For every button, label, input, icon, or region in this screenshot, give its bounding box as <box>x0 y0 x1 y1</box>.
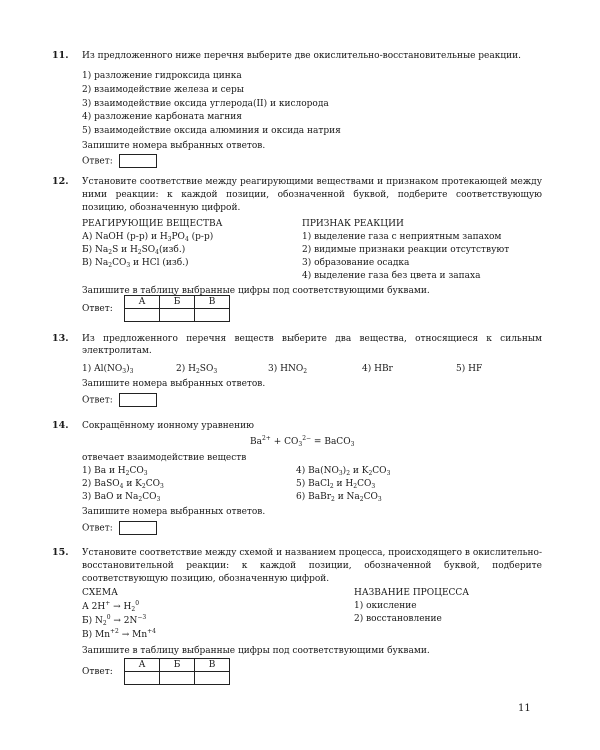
option-item: 3) образование осадка <box>302 258 410 268</box>
reactant-option-c: В) $Na_2CO_3$ и HCl (изб.) <box>82 258 189 269</box>
option-item: 5) BaCl$_2$ и $H_2CO_3$ <box>296 479 376 490</box>
option-item: 3) BaO и $Na_2CO_3$ <box>82 492 161 503</box>
option-item: 1) окисление <box>354 601 417 611</box>
question-number: 15. <box>52 547 69 558</box>
ionic-equation: $Ba^{2+} + CO_3^{2-}$ = BaCO$_3$ <box>250 435 355 448</box>
question-number: 12. <box>52 176 69 187</box>
question-text: Установите соответствие между схемой и названием процесса, происходящего в окислительно-восстановительной реакции: к каждой позиции, обозначенной буквой, подберите соответствующую позицию, обозначенную цифрой. <box>82 548 542 584</box>
page-number: 11 <box>518 703 531 714</box>
question-number: 14. <box>52 420 69 431</box>
instruction: Запишите в таблицу выбранные цифры под соответствующими буквами. <box>82 286 430 296</box>
answer-label: Ответ: <box>82 395 113 406</box>
option-item: 2) видимые признаки реакции отсутствуют <box>302 245 510 255</box>
option-item: 2) восстановление <box>354 614 442 624</box>
table-header-a: А <box>125 659 160 672</box>
option-item: 5) взаимодействие оксида алюминия и оксида натрия <box>82 126 341 136</box>
option-item: 4) разложение карбоната магния <box>82 112 242 122</box>
table-header-a: А <box>125 296 160 309</box>
instruction: Запишите номера выбранных ответов. <box>82 507 266 517</box>
table-header-c: В <box>195 296 230 309</box>
table-header-b: Б <box>160 659 195 672</box>
answer-table <box>124 658 230 685</box>
scheme-option-b: Б) $N_2^0 \to 2N^{-3}$ <box>82 614 147 627</box>
question-text: Сокращённому ионному уравнению <box>82 421 254 431</box>
option-item: 3) $HNO_2$ <box>268 364 308 375</box>
question-number: 13. <box>52 333 69 344</box>
option-item: 2) BaSO$_4$ и $K_2CO_3$ <box>82 479 164 490</box>
column-header: РЕАГИРУЮЩИЕ ВЕЩЕСТВА <box>82 219 223 229</box>
reactant-option-a: А) NaOH (р-р) и $H_3PO_4$ (р-р) <box>82 232 214 243</box>
option-item: 2) взаимодействие железа и серы <box>82 85 244 95</box>
answer-cell-a[interactable] <box>125 309 160 322</box>
answer-cell-c[interactable] <box>195 309 230 322</box>
instruction: Запишите номера выбранных ответов. <box>82 141 266 151</box>
answer-field[interactable] <box>119 154 157 168</box>
reactant-option-b: Б) $Na_2S$ и $H_2SO_4(изб.)$ <box>82 245 186 256</box>
table-header-c: В <box>195 659 230 672</box>
answer-label: Ответ: <box>82 304 113 314</box>
scheme-option-a: А $2H^+ \to H_2^0$ <box>82 600 140 613</box>
scheme-option-c: В) $Mn^{+2} \to Mn^{+4}$ <box>82 628 156 640</box>
option-item: 4) выделение газа без цвета и запаха <box>302 271 481 281</box>
instruction: Запишите номера выбранных ответов. <box>82 379 266 389</box>
column-header: НАЗВАНИЕ ПРОЦЕССА <box>354 588 470 598</box>
column-header: СХЕМА <box>82 588 118 598</box>
table-header-b: Б <box>160 296 195 309</box>
option-item: 6) BaBr$_2$ и $Na_2CO_3$ <box>296 492 382 503</box>
answer-field[interactable] <box>119 393 157 407</box>
instruction: Запишите в таблицу выбранные цифры под соответствующими буквами. <box>82 646 430 656</box>
column-header: ПРИЗНАК РЕАКЦИИ <box>302 219 404 229</box>
option-item: 1) разложение гидроксида цинка <box>82 71 242 81</box>
answer-table <box>124 295 230 322</box>
answer-cell-c[interactable] <box>195 672 230 685</box>
answer-label: Ответ: <box>82 523 113 534</box>
question-text: Из предложенного ниже перечня выберите две окислительно-восстановительные реакции. <box>82 51 522 61</box>
option-item: 1) Ba и $H_2CO_3$ <box>82 466 148 477</box>
answer-cell-b[interactable] <box>160 309 195 322</box>
answer-field[interactable] <box>119 521 157 535</box>
question-text: Установите соответствие между реагирующими веществами и признаком протекающей между ними реакции: к каждой позиции, обозначенной буквой, подберите соответствующую позицию, обозначенную цифрой. <box>82 177 542 213</box>
option-item: 2) $H_2SO_3$ <box>176 364 218 375</box>
answer-cell-a[interactable] <box>125 672 160 685</box>
option-item: 4) HBr <box>362 364 393 374</box>
option-item: 5) HF <box>456 364 483 374</box>
question-number: 11. <box>52 50 69 61</box>
answer-label: Ответ: <box>82 667 113 677</box>
option-item: 4) $Ba(NO_3)_2$ и $K_2CO_3$ <box>296 466 391 477</box>
option-item: 1) выделение газа с неприятным запахом <box>302 232 502 242</box>
answer-cell-b[interactable] <box>160 672 195 685</box>
sub-text: отвечает взаимодействие веществ <box>82 453 247 463</box>
option-item: 1) $Al(NO_3)_3$ <box>82 364 134 375</box>
option-item: 3) взаимодействие оксида углерода(II) и кислорода <box>82 99 329 109</box>
answer-label: Ответ: <box>82 156 113 167</box>
question-text: Из предложенного перечня веществ выберите два вещества, относящиеся к сильным электролитам. <box>82 334 542 356</box>
